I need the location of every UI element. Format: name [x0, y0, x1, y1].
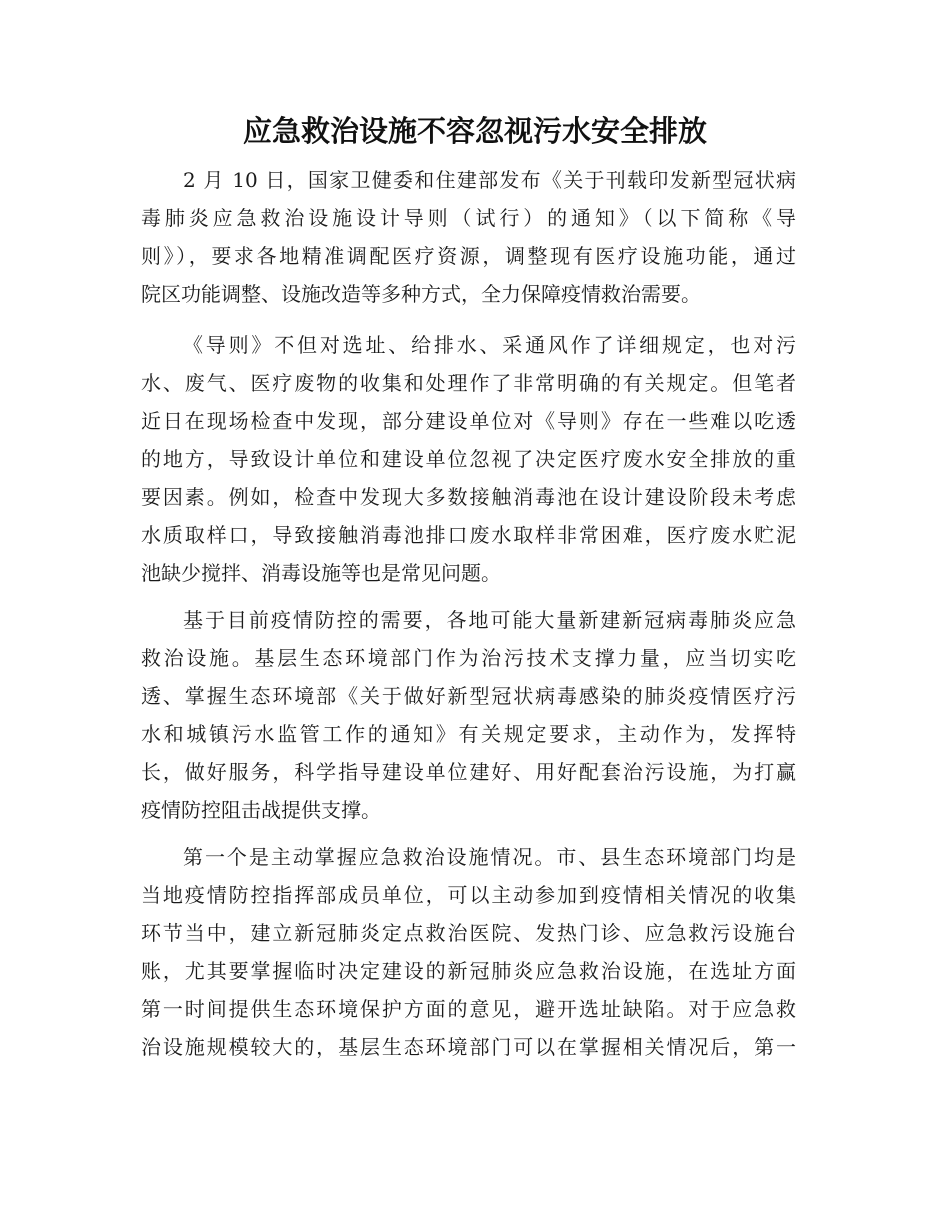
paragraph-line: 账，尤其要掌握临时决定建设的新冠肺炎应急救治设施，在选址方面 [141, 959, 796, 983]
paragraph-line: 则》），要求各地精准调配医疗资源，调整现有医疗设施功能，通过 [141, 244, 796, 268]
paragraph-line: 疫情防控阻击战提供支撑。 [141, 798, 381, 822]
paragraph-line: 池缺少搅拌、消毒设施等也是常见问题。 [141, 561, 501, 585]
paragraph-line: 水和城镇污水监管工作的通知》有关规定要求，主动作为，发挥特 [141, 722, 796, 746]
paragraph-3 [141, 601, 796, 829]
paragraph-line: 近日在现场检查中发现，部分建设单位对《导则》存在一些难以吃透 [141, 409, 796, 433]
paragraph-4 [141, 838, 796, 1066]
paragraph-line: 的地方，导致设计单位和建设单位忽视了决定医疗废水安全排放的重 [141, 447, 796, 471]
paragraph-line: 环节当中，建立新冠肺炎定点救治医院、发热门诊、应急救污设施台 [141, 921, 796, 945]
paragraph-1 [141, 161, 796, 313]
paragraph-line: 2 月 10 日，国家卫健委和住建部发布《关于刊载印发新型冠状病 [183, 168, 796, 192]
paragraph-line: 毒肺炎应急救治设施设计导则（试行）的通知》（以下简称《导 [141, 206, 796, 230]
paragraph-2 [141, 326, 796, 592]
document-title: 应急救治设施不容忽视污水安全排放 [242, 114, 707, 148]
paragraph-line: 基于目前疫情防控的需要，各地可能大量新建新冠病毒肺炎应急 [183, 608, 796, 632]
paragraph-line: 院区功能调整、设施改造等多种方式，全力保障疫情救治需要。 [141, 282, 701, 306]
paragraph-line: 当地疫情防控指挥部成员单位，可以主动参加到疫情相关情况的收集 [141, 883, 796, 907]
paragraph-line: 《导则》不但对选址、给排水、采通风作了详细规定，也对污 [183, 333, 796, 357]
paragraph-line: 透、掌握生态环境部《关于做好新型冠状病毒感染的肺炎疫情医疗污 [141, 684, 796, 708]
paragraph-line: 治设施规模较大的，基层生态环境部门可以在掌握相关情况后，第一 [141, 1035, 796, 1059]
paragraph-line: 长，做好服务，科学指导建设单位建好、用好配套治污设施，为打赢 [141, 760, 796, 784]
paragraph-line: 第一个是主动掌握应急救治设施情况。市、县生态环境部门均是 [183, 845, 796, 869]
paragraph-line: 第一时间提供生态环境保护方面的意见，避开选址缺陷。对于应急救 [141, 997, 796, 1021]
paragraph-line: 救治设施。基层生态环境部门作为治污技术支撑力量，应当切实吃 [141, 646, 796, 670]
paragraph-line: 要因素。例如，检查中发现大多数接触消毒池在设计建设阶段未考虑 [141, 485, 796, 509]
paragraph-line: 水质取样口，导致接触消毒池排口废水取样非常困难，医疗废水贮泥 [141, 523, 796, 547]
paragraph-line: 水、废气、医疗废物的收集和处理作了非常明确的有关规定。但笔者 [141, 371, 796, 395]
